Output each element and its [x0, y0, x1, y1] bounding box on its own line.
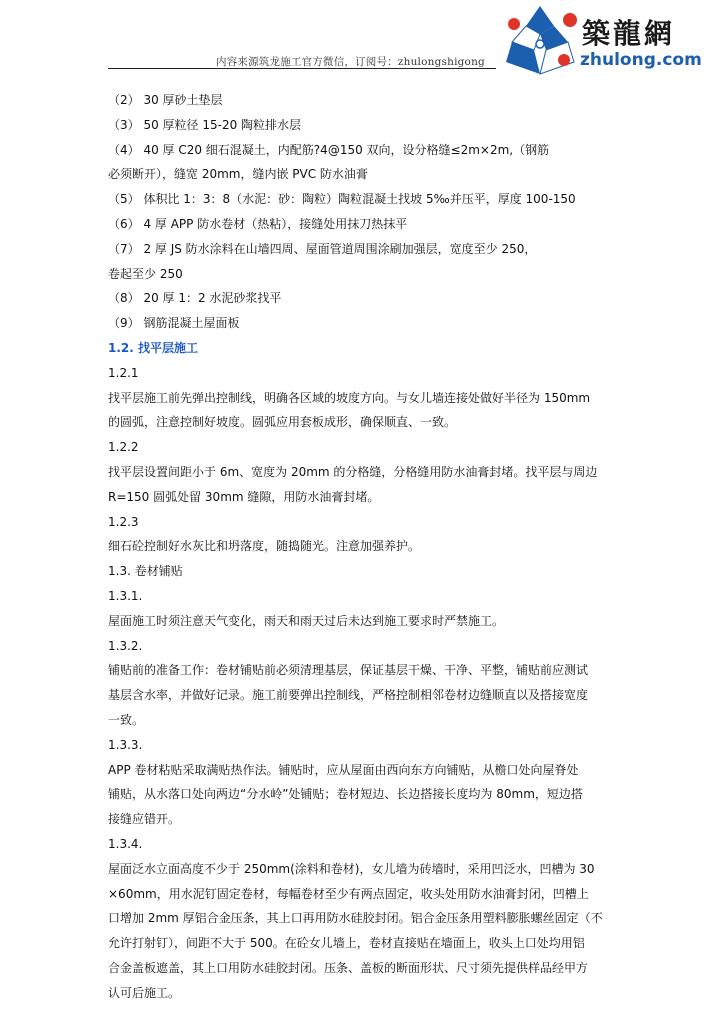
spec-item-8: （8） 20 厚 1：2 水泥砂浆找平 [108, 291, 282, 306]
paragraph-text: 找平层设置间距小于 6m、宽度为 20mm 的分格缝，分格缝用防水油膏封堵。找平层与周边 [108, 464, 598, 479]
paragraph-text: 口增加 2mm 厚铝合金压条，其上口再用防水硅胶封闭。铝合金压条用塑料膨胀螺丝固定（不 [108, 911, 603, 926]
subsection-1-3-4: 1.3.4. [108, 836, 143, 851]
section-heading-1-2: 1.2. 找平层施工 [108, 340, 198, 355]
paragraph-text: 接缝应错开。 [108, 812, 181, 827]
zhulong-logo [500, 4, 722, 78]
subsection-1-3-1: 1.3.1. [108, 588, 143, 603]
spec-item-4-cont: 必须断开），缝宽 20mm，缝内嵌 PVC 防水油膏 [108, 167, 368, 182]
spec-item-2: （2） 30 厚砂土垫层 [108, 93, 223, 107]
paragraph-text: 铺贴前的准备工作：卷材铺贴前必须清理基层，保证基层干燥、干净、平整，铺贴前应测试 [108, 663, 589, 678]
paragraph-text: 屋面施工时须注意天气变化，雨天和雨天过后未达到施工要求时严禁施工。 [108, 613, 505, 628]
paragraph-text: 允许打射钉），间距不大于 500。在砼女儿墙上，卷材直接贴在墙面上，收头上口处均用铝 [108, 936, 585, 951]
spec-item-5: （5） 体积比 1：3：8（水泥：砂：陶粒）陶粒混凝土找坡 5‰并压平，厚度 100-150 [108, 192, 576, 207]
header-caption: 内容来源筑龙施工官方微信，订阅号：zhulongshigong [216, 56, 485, 68]
spec-item-6: （6） 4 厚 APP 防水卷材（热粘），接缝处用抹刀热抹平 [108, 216, 408, 231]
logo-chinese-name: 築龍網 [582, 17, 676, 50]
subsection-1-2-2: 1.2.2 [108, 440, 139, 455]
logo-url: zhulong.com [580, 50, 702, 70]
paragraph-text: R=150 圆弧处留 30mm 缝隙，用防水油膏封堵。 [108, 489, 380, 504]
paragraph-text: 一致。 [108, 712, 145, 727]
page-header [0, 0, 724, 80]
spec-item-4: （4） 40 厚 C20 细石混凝土，内配筋?4@150 双向，设分格缝≤2m×2m,（钢筋 [108, 142, 550, 157]
subsection-1-3-2: 1.3.2. [108, 638, 143, 653]
logo-emblem-icon [500, 4, 580, 78]
paragraph-text: 屋面泛水立面高度不少于 250mm(涂料和卷材)，女儿墙为砖墙时，采用凹泛水，凹槽为 30 [108, 861, 595, 876]
spec-item-7-cont: 卷起至少 250 [108, 266, 183, 281]
paragraph-text: 的圆弧，注意控制好坡度。圆弧应用套板成形，确保顺直、一致。 [108, 415, 457, 430]
paragraph-text: 细石砼控制好水灰比和坍落度，随捣随光。注意加强养护。 [108, 539, 421, 554]
paragraph-text: 基层含水率，并做好记录。施工前要弹出控制线，严格控制相邻卷材边缝顺直以及搭接宽度 [108, 688, 589, 703]
paragraph-text: 铺贴，从水落口处向两边“分水岭”处铺贴；卷材短边、长边搭接长度均为 80mm，短边搭 [108, 787, 583, 802]
paragraph-text: 找平层施工前先弹出控制线，明确各区域的坡度方向。与女儿墙连接处做好半径为 150mm [108, 390, 591, 405]
document-body [108, 88, 628, 1005]
subsection-1-3-3: 1.3.3. [108, 737, 143, 752]
subsection-1-2-3: 1.2.3 [108, 514, 139, 529]
paragraph-text: 合金盖板遮盖，其上口用防水硅胶封闭。压条、盖板的断面形状、尺寸须先提供样品经甲方 [108, 960, 589, 975]
subsection-1-2-1: 1.2.1 [108, 365, 139, 380]
section-heading-1-3: 1.3. 卷材铺贴 [108, 564, 183, 579]
paragraph-text: 认可后施工。 [108, 985, 181, 1000]
spec-item-9: （9） 钢筋混凝土屋面板 [108, 316, 240, 331]
spec-item-7: （7） 2 厚 JS 防水涂料在山墙四周、屋面管道周围涂刷加强层，宽度至少 250， [108, 241, 537, 256]
header-divider [108, 68, 496, 69]
spec-item-3: （3） 50 厚粒径 15-20 陶粒排水层 [108, 117, 302, 132]
paragraph-text: APP 卷材粘贴采取满贴热作法。铺贴时，应从屋面由西向东方向铺贴，从檐口处向屋脊处 [108, 762, 579, 777]
paragraph-text: ×60mm，用水泥钉固定卷材，每幅卷材至少有两点固定，收头处用防水油膏封闭，凹槽上 [108, 886, 589, 901]
